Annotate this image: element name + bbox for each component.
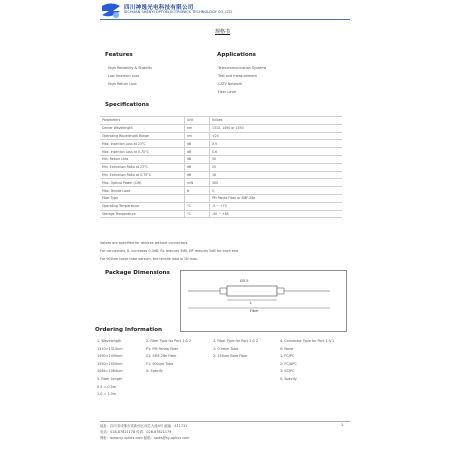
ordering-option: S: Specify — [280, 376, 297, 381]
footer-phone: 电话：028-87821178 传真：028-87821179 — [100, 430, 172, 434]
specifications-table — [100, 116, 342, 218]
application-item: Test and measurement — [218, 74, 257, 78]
company-name-cn: 四川神逸光电科技有限公司 — [124, 5, 194, 11]
ordering-option: 2: 250um Bare Fiber — [213, 354, 248, 359]
feature-item: High Return Loss — [108, 82, 137, 86]
spec-parameter: Storage Temperature — [100, 210, 185, 218]
application-item: Telecommunication Systems — [218, 66, 267, 70]
spec-value: Values — [210, 117, 343, 125]
spec-unit: dB — [185, 155, 210, 163]
spec-row — [100, 155, 342, 163]
spec-value: 1310, 1490 or 1550 — [210, 124, 343, 132]
ordering-option: 1490=1490nm — [97, 354, 123, 359]
spec-value: 300 — [210, 179, 343, 187]
spec-value: 18 — [210, 171, 343, 179]
spec-unit: N — [185, 187, 210, 195]
spec-unit — [185, 194, 210, 202]
note-line: For 900um loose tube version, the tensile load is 1N max. — [100, 257, 199, 261]
ordering-option: 1310=1310nm — [97, 346, 123, 351]
ordering-option: 0.5 = 0.5m — [97, 384, 117, 389]
document-title: 规格书 — [215, 29, 231, 35]
spec-value: 20 — [210, 163, 343, 171]
feature-item: Low Insertion Loss — [108, 74, 140, 78]
ordering-column — [280, 338, 334, 384]
ordering-option: 1.0 = 1.0m — [97, 392, 117, 397]
spec-unit: dB — [185, 171, 210, 179]
dimension-label: Fiber — [250, 309, 259, 313]
ordering-column — [97, 338, 123, 399]
spec-parameter: Max. Tensile Load — [100, 187, 185, 195]
ordering-option: 1550=1550nm — [97, 361, 123, 366]
ordering-column-head: 4. Connector Type for Port 1 & 2 — [280, 339, 335, 343]
feature-item: High Reliability & Stability — [108, 66, 153, 70]
spec-value: 5 — [210, 187, 343, 195]
application-item: CATV Network — [218, 82, 243, 86]
spec-row — [100, 202, 342, 210]
ordering-column-head: 3. Fiber Type for Port 1 & 2 — [213, 339, 259, 343]
spec-parameter: Operating Wavelength Range — [100, 132, 185, 140]
ordering-option: P1: PM Panda Fiber — [146, 346, 179, 351]
spec-parameter: Fiber Type — [100, 194, 185, 202]
spec-unit: mW — [185, 179, 210, 187]
spec-row — [100, 163, 342, 171]
ordering-column-head: 2. Fiber Type for Port 1 & 2 — [146, 339, 192, 343]
spec-value: 0.5 — [210, 140, 343, 148]
ordering-option: 1: FC/PC — [280, 354, 295, 359]
package-dimensions-heading: Package Dimensions — [105, 270, 170, 276]
ordering-information-heading: Ordering Information — [95, 327, 163, 333]
ordering-option: 1064=1064nm — [97, 369, 123, 374]
features-heading: Features — [105, 52, 133, 58]
spec-parameter: Max. Insertion Loss at 0-70°C — [100, 148, 185, 156]
applications-list — [218, 64, 266, 96]
ordering-option: S1: SMF-28e Fiber — [146, 354, 177, 359]
ordering-column-head: 1. Wavelength — [97, 339, 122, 343]
spec-value: -40 ~ +85 — [210, 210, 343, 218]
spec-parameter: Min. Return Loss — [100, 155, 185, 163]
ordering-column — [213, 338, 258, 361]
note-line: Values are specified for devices without connectors. — [100, 241, 189, 245]
ordering-column-head: 5. Fiber Length — [97, 376, 123, 381]
ordering-option: F1: 900um Tube — [146, 361, 174, 366]
spec-unit: °C — [185, 202, 210, 210]
dimension-label: Ø5.5 — [240, 279, 249, 283]
ordering-option: 2: FC/APC — [280, 361, 297, 366]
spec-row — [100, 140, 342, 148]
spec-unit: dB — [185, 148, 210, 156]
spec-row — [100, 179, 342, 187]
spec-parameter: Min. Extinction Ratio at 23°C — [100, 163, 185, 171]
company-logo-icon — [100, 2, 122, 20]
applications-heading: Applications — [217, 52, 257, 58]
ordering-option: 1: 0.9mm Tube — [213, 346, 239, 351]
spec-unit: °C — [185, 210, 210, 218]
ordering-option: X: Specify — [146, 369, 163, 374]
ordering-option: 0: None — [280, 346, 294, 351]
spec-row — [100, 171, 342, 179]
specifications-heading: Specifications — [105, 102, 150, 108]
spec-value: 50 — [210, 155, 343, 163]
spec-parameter: Max. Insertion Loss at 23°C — [100, 140, 185, 148]
application-item: Fiber Laser — [218, 90, 237, 94]
dimension-label: L — [250, 301, 253, 305]
features-list — [108, 64, 152, 88]
spec-value: -5 ~ +70 — [210, 202, 343, 210]
spec-value: 0.6 — [210, 148, 343, 156]
spec-unit: nm — [185, 132, 210, 140]
spec-row — [100, 187, 342, 195]
spec-parameter: Operating Temperature — [100, 202, 185, 210]
header-divider — [100, 19, 350, 20]
company-name-en: SICHUAN SHENYI OPTOELECTRONICS TECHNOLOGY CO.,LTD — [124, 10, 232, 14]
footer-web: 网址：www.sy-optics.com 邮箱：sales@sy-optics.com — [100, 436, 190, 440]
ordering-option: 3: SC/PC — [280, 369, 295, 374]
spec-header-row — [100, 117, 342, 125]
package-dimensions-diagram — [180, 270, 347, 332]
spec-parameter: Max. Optical Power (CW) — [100, 179, 185, 187]
footer-address: 地址：四川省成都市高新西区西芯大道4号 邮编：611731 — [100, 424, 188, 428]
spec-row — [100, 210, 342, 218]
page-number: 1 — [341, 423, 344, 427]
ordering-column — [146, 338, 191, 376]
footer-divider — [100, 421, 350, 422]
spec-row — [100, 194, 342, 202]
spec-value: PM Panda Fiber or SMF-28e — [210, 194, 343, 202]
spec-unit: dB — [185, 163, 210, 171]
spec-row — [100, 132, 342, 140]
note-line: For connectors, IL increases 0.3dB, RL reduces 5dB, ER reduces 2dB for each end. — [100, 249, 240, 253]
spec-unit: dB — [185, 140, 210, 148]
spec-row — [100, 148, 342, 156]
spec-unit: Unit — [185, 117, 210, 125]
spec-unit: nm — [185, 124, 210, 132]
spec-value: ±20 — [210, 132, 343, 140]
footer-contact — [100, 423, 189, 441]
spec-row — [100, 124, 342, 132]
spec-parameter: Min. Extinction Ratio at 0-70°C — [100, 171, 185, 179]
spec-parameter: Center Wavelength — [100, 124, 185, 132]
spec-parameter: Parameters — [100, 117, 185, 125]
